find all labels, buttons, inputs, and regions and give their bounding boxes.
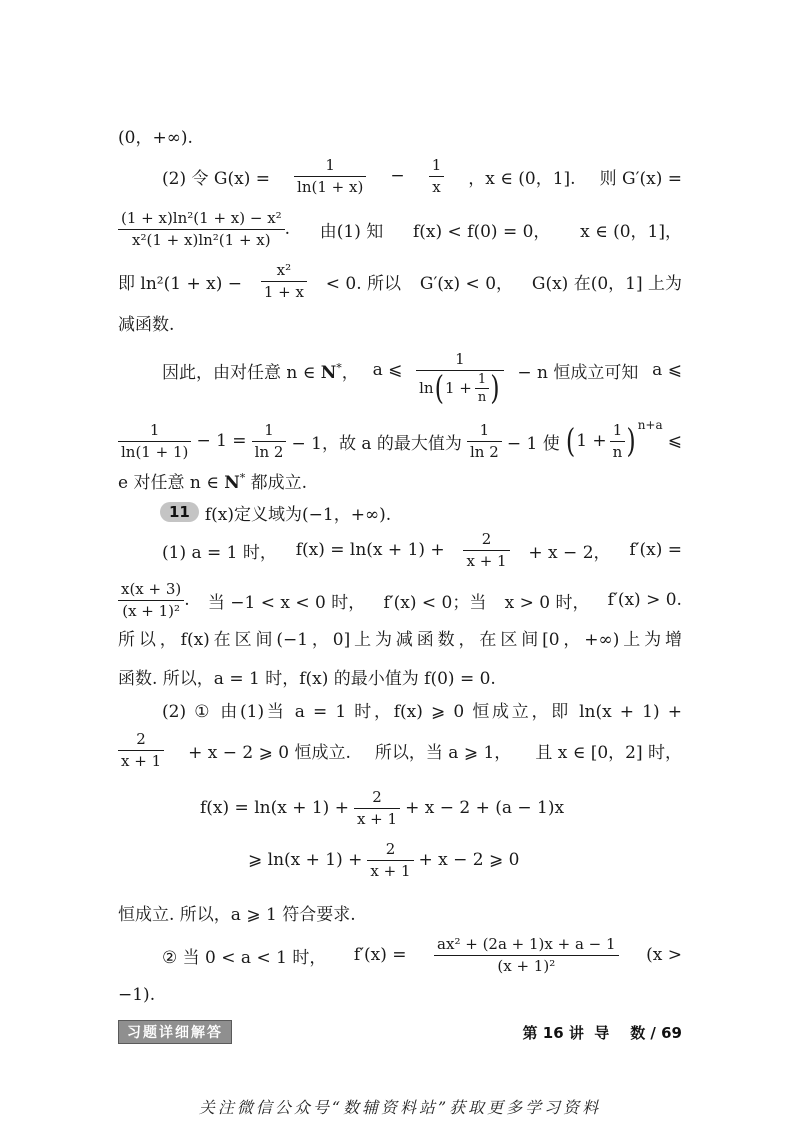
numerator: 1: [294, 156, 366, 177]
text-segment: [118, 468, 307, 493]
exponent: n+a: [637, 417, 663, 432]
line-14: [162, 700, 682, 724]
text-segment: 当 −1 < x < 0 时，: [207, 592, 366, 613]
fraction-group: [118, 209, 290, 250]
text-segment: 减函数.: [118, 314, 175, 335]
power-expression: [565, 417, 663, 462]
text-segment: 恒成立. 所以，a ⩾ 1 符合要求.: [118, 904, 356, 925]
text-segment: − 1 使: [506, 433, 560, 454]
line-2: [162, 154, 682, 198]
fraction: [367, 840, 413, 881]
denominator: x + 1: [356, 809, 398, 828]
text-segment: f′(x) < 0；当: [383, 592, 487, 613]
denominator: [416, 371, 503, 405]
text-segment: ② 当 0 < a < 1 时，: [162, 947, 327, 968]
numerator: 2: [463, 530, 509, 551]
text-segment: + x − 2 ⩾ 0: [418, 850, 520, 870]
fraction: [610, 421, 626, 462]
text-segment: G′(x) < 0，: [419, 273, 514, 294]
text-segment: G(x) 在(0，1] 上为: [531, 273, 682, 294]
natural-number-set-symbol: N: [320, 362, 337, 383]
text-segment: + x − 2 + (a − 1)x: [405, 798, 565, 818]
text-segment: < 0. 所以: [325, 273, 402, 294]
line-15: [118, 728, 682, 772]
right-paren: ): [626, 422, 636, 460]
text-segment: 函数. 所以，a = 1 时，f(x) 的最小值为 f(0) = 0.: [118, 668, 496, 689]
fraction: [434, 935, 619, 976]
text-segment: f′(x) > 0.: [607, 590, 682, 610]
text-segment: (x >: [646, 945, 682, 965]
superscript-star: *: [336, 360, 342, 374]
denominator: (x + 1)²: [497, 956, 556, 975]
text-segment: 则 G′(x) =: [599, 168, 682, 189]
line-9: [160, 500, 391, 524]
log-function: ln: [419, 378, 434, 397]
line-10: [162, 528, 682, 572]
denominator: x: [432, 177, 441, 196]
fraction: [416, 350, 503, 405]
text-segment: [162, 358, 359, 383]
text-segment: a ⩽: [652, 360, 682, 380]
text-segment: a ⩽: [372, 360, 403, 380]
denominator: x²(1 + x)ln²(1 + x): [132, 230, 271, 249]
text-segment: ⩾ ln(x + 1) +: [248, 850, 363, 870]
text-segment: 1 +: [576, 431, 607, 451]
text-segment: 都成立.: [245, 472, 308, 493]
line-4: [118, 259, 682, 303]
fraction: [118, 580, 184, 621]
line-12: [118, 628, 682, 652]
superscript-star: *: [239, 470, 246, 484]
line-20: [118, 983, 155, 1007]
denominator: ln(1 + x): [297, 177, 364, 196]
text-segment: (1) a = 1 时，: [162, 542, 277, 563]
text-segment: 即 ln²(1 + x) −: [118, 273, 242, 294]
text-segment: f′(x) =: [353, 945, 407, 965]
display-equation-line-2: [248, 838, 520, 882]
chapter-page-number: 第 16 讲 导 数 / 69: [522, 1024, 682, 1042]
fraction: [261, 261, 307, 302]
numerator: 2: [367, 840, 413, 861]
line-6: [162, 336, 682, 407]
denominator: n: [477, 389, 487, 405]
text-segment: f′(x) =: [629, 540, 682, 560]
left-paren: (: [434, 369, 444, 407]
denominator: 1 + x: [263, 282, 304, 301]
display-equation-line-1: [200, 786, 564, 830]
numerator: 2: [354, 788, 400, 809]
text-segment: − 1，故 a 的最大值为: [291, 433, 462, 454]
text-segment: 所以，当 a ⩾ 1，: [374, 742, 512, 763]
period: .: [284, 219, 291, 239]
line-3: [118, 207, 682, 251]
period: .: [184, 590, 190, 610]
text-segment: x > 0 时，: [504, 592, 590, 613]
numerator: 2: [118, 730, 164, 751]
line-13: [118, 664, 496, 688]
fraction: [252, 421, 287, 462]
section-tag: 习题详细解答: [118, 1020, 232, 1044]
numerator: 1: [475, 372, 489, 389]
denominator: ln 2: [254, 442, 284, 461]
denominator: (x + 1)²: [122, 601, 181, 620]
text-segment: f(x) < f(0) = 0，: [412, 221, 551, 242]
numerator: 1: [118, 421, 191, 442]
comma: ，: [341, 362, 359, 383]
fraction: [118, 209, 285, 250]
natural-number-set-symbol: N: [224, 472, 240, 493]
fraction: [294, 156, 366, 197]
fraction: [467, 421, 502, 462]
text-segment: 由(1) 知: [319, 221, 384, 242]
text-segment: e 对任意 n ∈: [118, 472, 225, 493]
numerator: 1: [416, 350, 503, 371]
fraction: [475, 372, 489, 405]
text-segment: ⩽: [667, 431, 682, 451]
line-7: [118, 418, 682, 464]
numerator: ax² + (2a + 1)x + a − 1: [434, 935, 619, 956]
denominator: ln 2: [470, 442, 499, 461]
numerator: 1: [429, 156, 445, 177]
line-1: [118, 123, 193, 147]
line-11: [118, 578, 682, 622]
text-segment: − 1 =: [196, 431, 247, 451]
fraction-group: [118, 580, 190, 621]
minus-sign: −: [390, 166, 405, 186]
text-segment: (2) 令 G(x) =: [162, 168, 270, 189]
numerator: 1: [610, 421, 626, 442]
numerator: (1 + x)ln²(1 + x) − x²: [118, 209, 285, 230]
numerator: x(x + 3): [118, 580, 184, 601]
left-paren: (: [565, 422, 576, 460]
numerator: 1: [252, 421, 287, 442]
line-8: [118, 468, 307, 492]
line-19: [162, 933, 682, 977]
numerator: 1: [467, 421, 502, 442]
text-segment: f(x) = ln(x + 1) +: [200, 798, 349, 818]
problem-number-badge: 11: [160, 502, 199, 522]
text-segment: −1).: [118, 985, 156, 1005]
right-paren: ): [490, 369, 500, 407]
text-segment: 且 x ∈ [0，2] 时，: [535, 742, 682, 763]
text-segment: (2) ① 由(1)当 a = 1 时，f(x) ⩾ 0 恒成立，即 ln(x + 1) +: [162, 702, 682, 722]
watermark-text: 关注微信公众号“数辅资料站”获取更多学习资料: [198, 1098, 602, 1117]
text-segment: f(x)定义域为(−1，+∞).: [204, 504, 392, 525]
denominator: x + 1: [121, 751, 162, 770]
text-segment: 1 +: [444, 378, 472, 397]
numerator: x²: [261, 261, 307, 282]
text-segment: + x − 2 ⩾ 0 恒成立.: [188, 742, 351, 763]
text-segment: ，x ∈ (0，1].: [468, 168, 576, 189]
fraction: [429, 156, 445, 197]
text-segment: + x − 2，: [528, 542, 611, 563]
text-segment: (0，+∞).: [118, 127, 193, 148]
denominator: n: [612, 442, 623, 461]
text-segment: 所以，f(x)在区间(−1，0]上为减函数，在区间[0，+∞)上为增: [118, 630, 682, 650]
text-segment: 因此，由对任意 n ∈: [162, 362, 321, 383]
denominator: ln(1 + 1): [121, 442, 189, 461]
fraction: [118, 730, 164, 771]
fraction: [118, 421, 191, 462]
text-segment: f(x) = ln(x + 1) +: [295, 540, 445, 560]
denominator: x + 1: [370, 861, 411, 880]
text-segment: x ∈ (0，1]，: [580, 221, 682, 242]
text-segment: − n 恒成立可知: [517, 362, 639, 383]
line-5: [118, 310, 174, 334]
denominator: x + 1: [466, 551, 507, 570]
fraction: [463, 530, 509, 571]
line-18: [118, 900, 356, 924]
fraction: [354, 788, 400, 829]
